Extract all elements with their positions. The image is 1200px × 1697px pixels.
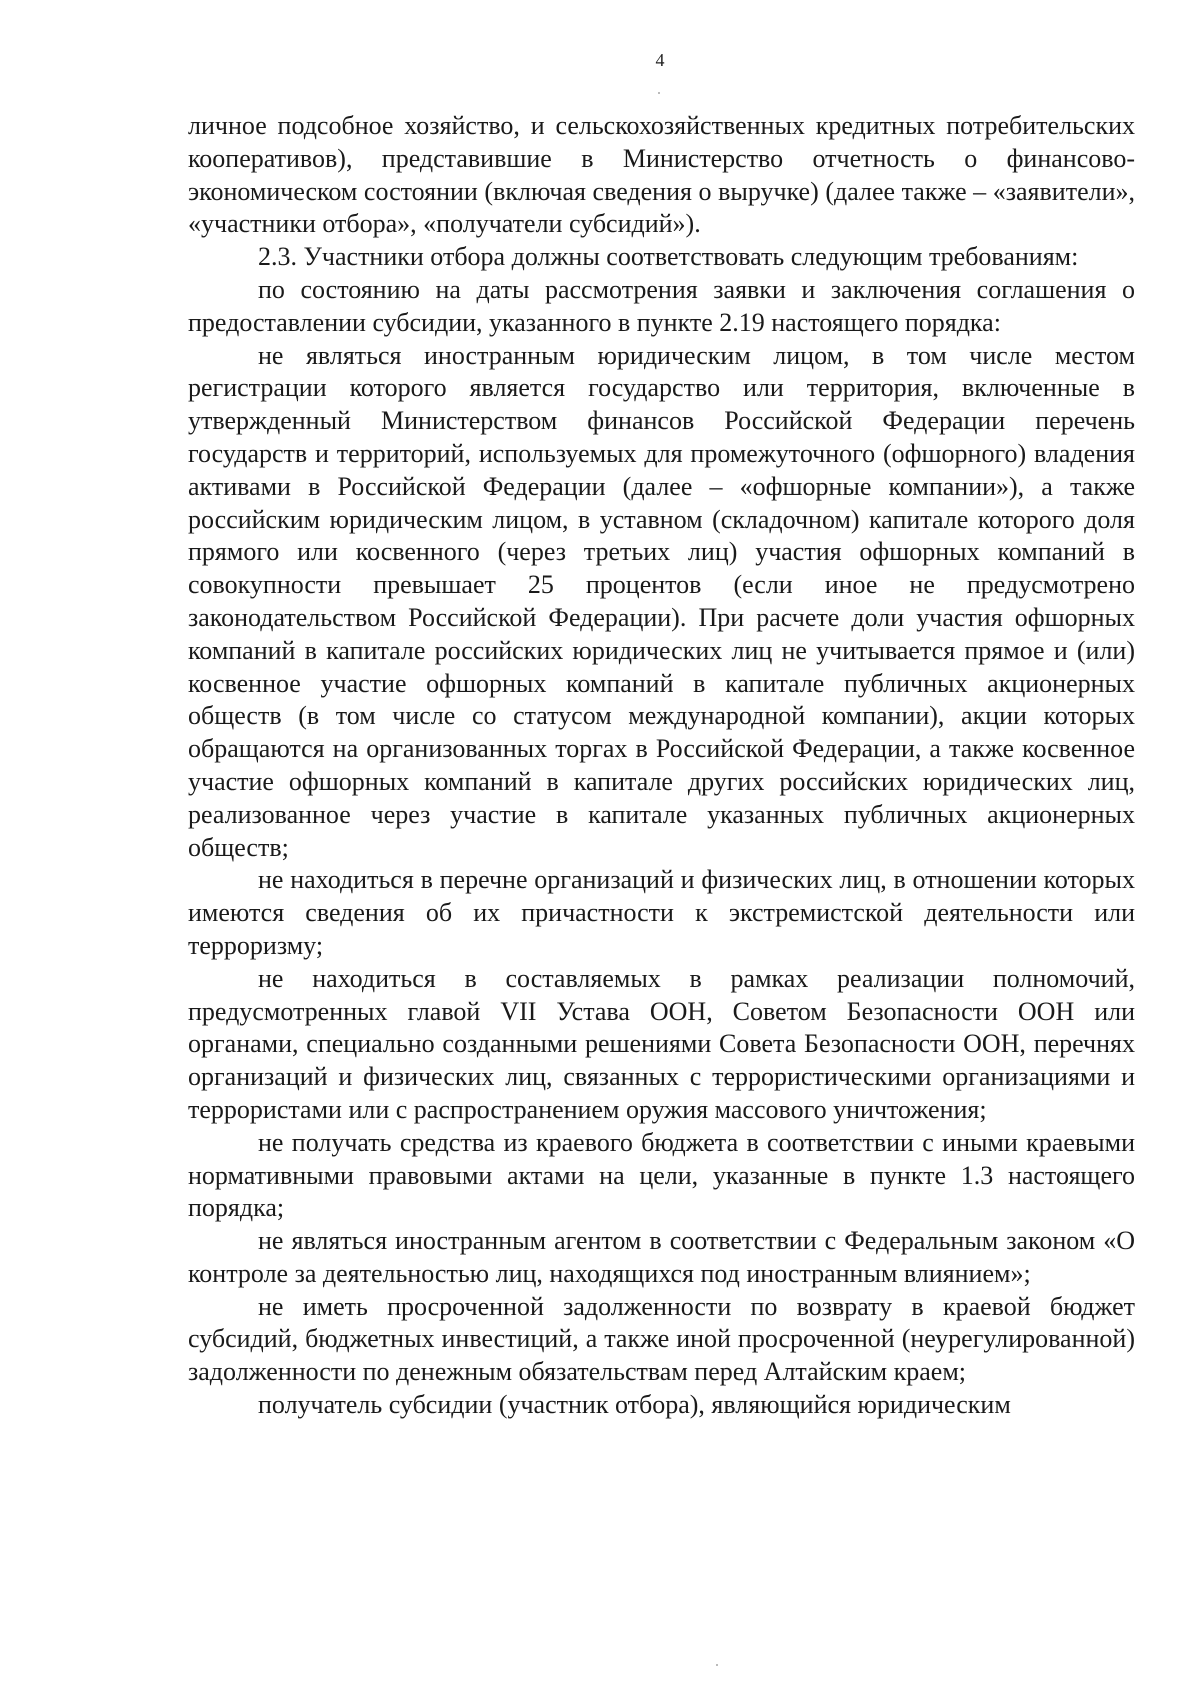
paragraph-continuation: личное подсобное хозяйство, и сельскохозяйственных кредитных потребительских кооперативов), представившие в Министерство отчетность о финансово-экономическом состоянии (включая сведения о выручке) (далее также – «заявители», «участники отбора», «получатели субсидий»). bbox=[188, 111, 1135, 239]
paragraph-clause-2-3: 2.3. Участники отбора должны соответствовать следующим требованиям: bbox=[258, 242, 1079, 272]
paragraph-offshore-requirement: не являться иностранным юридическим лицом, в том числе местом регистрации которого является государство или территория, включенные в утвержденный Министерством финансов Российской Федерации перечень государств и территорий, используемых для промежуточного (офшорного) владения активами в Российской Федерации (далее – «офшорные компании»), а также российским юридическим лицом, в уставном (складочном) капитале которого доля прямого или косвенного (через третьих лиц) участия офшорных компаний в совокупности превышает 25 процентов (если иное не предусмотрено законодательством Российской Федерации). При расчете доли участия офшорных компаний в капитале российских юридических лиц не учитывается прямое и (или) косвенное участие офшорных компаний в капитале публичных акционерных обществ (в том числе со статусом международной компании), акции которых обращаются на организованных торгах в Российской Федерации, а также косвенное участие офшорных компаний в капитале других российских юридических лиц, реализованное через участие в капитале указанных публичных акционерных обществ; bbox=[188, 340, 1135, 862]
paragraph-debt-requirement: не иметь просроченной задолженности по возврату в краевой бюджет субсидий, бюджетных инвестиций, а также иной просроченной (неурегулированной) задолженности по денежным обязательствам перед Алтайским краем; bbox=[188, 1291, 1135, 1387]
scan-speck bbox=[716, 1664, 718, 1666]
paragraph-budget-funds-requirement: не получать средства из краевого бюджета в соответствии с иными краевыми нормативными правовыми актами на цели, указанные в пункте 1.3 настоящего порядка; bbox=[188, 1127, 1135, 1223]
paragraph-extremism-requirement: не находиться в перечне организаций и физических лиц, в отношении которых имеются сведения об их причастности к экстремистской деятельности или терроризму; bbox=[188, 865, 1135, 960]
scan-speck bbox=[658, 92, 660, 94]
paragraph-un-lists-requirement: не находиться в составляемых в рамках реализации полномочий, предусмотренных главой VII Устава ООН, Советом Безопасности ООН или органами, специально созданными решениями Совета Безопасности ООН, перечнях организаций и физических лиц, связанных с террористическими организациями и террористами или с распространением оружия массового уничтожения; bbox=[188, 963, 1135, 1124]
paragraph-date-condition: по состоянию на даты рассмотрения заявки и заключения соглашения о предоставлении субсидии, указанного в пункте 2.19 настоящего порядка: bbox=[188, 274, 1135, 337]
document-body bbox=[188, 110, 1135, 1422]
paragraph-recipient-legal-entity: получатель субсидии (участник отбора), являющийся юридическим bbox=[258, 1390, 1011, 1420]
page-number: 4 bbox=[655, 50, 665, 70]
paragraph-foreign-agent-requirement: не являться иностранным агентом в соответствии с Федеральным законом «О контроле за деятельностью лиц, находящихся под иностранным влиянием»; bbox=[188, 1226, 1135, 1288]
